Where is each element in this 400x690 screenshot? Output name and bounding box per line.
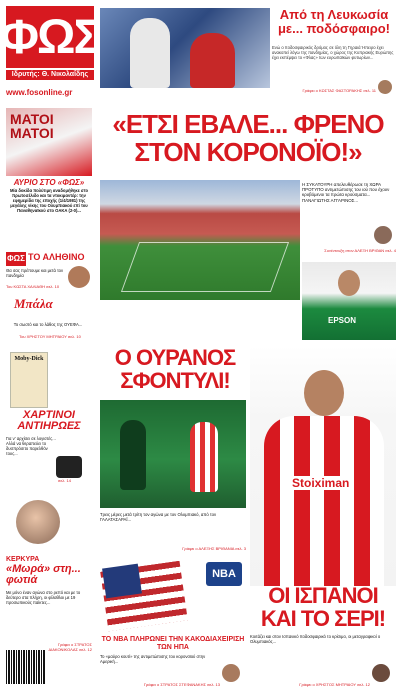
third-story-body: Κοιτάζει και στον Ισπανικό ποδοσφαιρικό το κρίσιμο, οι μεταγραφικοί ο Ολυμπιακός...	[250, 634, 381, 644]
xartinoi-image	[56, 456, 82, 478]
barcode	[6, 650, 46, 684]
fos-small-logo: ΦΩΣ	[6, 252, 26, 266]
website-link[interactable]: www.fosonline.gr	[6, 88, 73, 97]
top-story-body: Ενώ ο ποδοσφαιρικός δρόμος σε όλη τη Γηραιά Ήπειρο έχει ανακοπεί λόγω της πανδημίας, ο χώρος της Κυπριακής Ευρώπης έχει εκπέμψει το «Φλας» των ευρωπαϊκών φυτωρίων...	[272, 45, 394, 60]
matoi-photo	[6, 108, 92, 176]
main-story-author: Συνέντευξη στον ΑΛΕΞΗ ΒΡΙΘΑΝ σελ. 4	[324, 248, 396, 253]
olympiakos-player-photo	[250, 346, 396, 586]
mpala-author: Του ΧΡΗΣΤΟΥ ΜΗΤΡΑΙΟΥ σελ. 10	[19, 334, 81, 339]
stoiximan-sponsor: Stoiximan	[292, 476, 350, 490]
nba-headline: ΤΟ NBA ΠΛΗΡΩΝΕΙ ΤΗΝ ΚΑΚΟΔΙΑΧΕΙΡΙΣΗ ΤΩΝ ΗΠΑ	[101, 636, 245, 651]
top-story-author: Γράφει ο ΚΩΣΤΑΣ ΦΑΣΤΟΡΑΚΗΣ σελ. 11	[302, 88, 376, 93]
moby-dick-label: Moby-Dick	[14, 356, 44, 362]
xartinoi-text: Για ν' αρχίσει σε λογιστές... Αλλά να θεραπεύει το δυσπρόσιτο παρελθόν τους...	[6, 436, 56, 456]
kerkyra-text: Με μόνο έναν αγώνα στο ρεπό και με το δεύτερο στα πλήρη, οι φίλαθλοι με 19 προσωπικούς παίκτες...	[6, 590, 81, 605]
nba-logo: NBA	[206, 562, 242, 586]
kerkyra-headline: «Μωρά» στη... φωτιά	[6, 563, 81, 586]
third-story-author-avatar	[372, 664, 390, 682]
match-photo	[100, 400, 246, 508]
nba-body: Το «μαύρο κουτί» της αντιμετώπισης του κορονοϊού στην Αμερική...	[100, 654, 206, 664]
mpala-column-logo: Μπάλα	[14, 296, 53, 311]
second-headline: Ο ΟΥΡΑΝΟΣ ΣΦΟΝΤΥΛΙ!	[114, 345, 236, 393]
avrio-text: Μία δοκίδα πολύτιμη αναδομήθηκε στο πρωτοσέλιδο και τα ντοκιμαντέρ: την εφημερίδα της εποχής (1/4/1981) της μεγάλης νίκης του Ολυμπιακού επί του Παναθηναϊκού στο ΟΑΚΑ (2-0)...	[9, 188, 89, 213]
top-story-photo	[100, 8, 270, 88]
mpala-text: Το σωστό και το λάθος της ΟΥΕΦΑ...	[13, 322, 83, 327]
column-title-alithino: ΤΟ ΑΛΗΘΙΝΟ	[28, 252, 85, 262]
third-story-author: Γράφει ο ΧΡΗΣΤΟΣ ΜΗΤΡΑΙΟΥ σελ. 12	[299, 682, 370, 687]
player-green-photo	[302, 262, 396, 340]
alithino-author: Του ΚΩΣΤΑ ΧΑΛΙΑΘΗ σελ. 10	[6, 284, 60, 289]
main-story-author-avatar	[374, 226, 392, 244]
kerkyra-label: ΚΕΡΚΥΡΑ	[6, 556, 40, 563]
kerkyra-author: Γράφει ο ΣΤΡΑΤΟΣ ΔΙΑΚΟΝΙΚΟΛΑΣ σελ. 12	[48, 642, 92, 652]
matoi-tag: ΜΑΤΟΙ ΜΑΤΟΙ	[10, 111, 54, 141]
nba-author: Γράφει ο ΣΤΡΑΤΟΣ ΣΤΕΦΑΝΑΚΗΣ σελ. 13	[143, 682, 220, 687]
xartinoi-headline: ΧΑΡΤΙΝΟΙ ΑΝΤΙΗΡΩΕΣ	[17, 409, 81, 432]
xartinoi-page: σελ. 14	[58, 478, 71, 483]
top-story-headline: Από τη Λευκωσία με... ποδόσφαιρο!	[277, 7, 391, 36]
alithino-text: Θα σας πρέπουμε και μετά τον πανδημία	[6, 268, 64, 278]
main-headline: «ΕΤΣΙ ΕΒΑΛΕ... ΦΡΕΝΟ ΣΤΟΝ ΚΟΡΟΝΟΪΟ!»	[112, 109, 384, 167]
founder-line: Ιδρυτής: Θ. Νικολαΐδης	[6, 70, 94, 80]
avrio-label: ΑΥΡΙΟ ΣΤΟ «ΦΩΣ»	[13, 178, 85, 187]
kerkyra-portrait	[16, 500, 60, 544]
masthead-logo: ΦΩΣ	[6, 6, 94, 68]
main-story-body: Η ΣΥΚΑΤΟΥΡΗ απελευθέρωσε τη ΧΩΡΑ ΠΡΟΤΥΠΟ αντιμετώπισης του ιού που έχουν κρυβόμενοι τα πρώτα κρούσματα... ΠΑΝΑΓΙΩΤΗΣ ΑΓΓΑΡΙΝΟΣ...	[302, 182, 390, 203]
second-story-author: Γράφει ο ΑΛΕΞΗΣ ΒΡΙΘΑΝΙΑ σελ. 3	[182, 546, 246, 551]
epson-sponsor: EPSON	[328, 316, 357, 325]
third-headline: ΟΙ ΙΣΠΑΝΟΙ ΚΑΙ ΤΟ ΣΕΡΙ!	[260, 583, 386, 631]
nba-author-avatar	[222, 664, 240, 682]
second-story-body: Τρεις μέρες μετά τρίτη τον αγώνα με τον Ολυμπιακό, από τον ΓΑΛΑΤΑΣΑΡΑΪ...	[100, 512, 217, 522]
stadium-photo	[100, 180, 300, 300]
top-story-author-avatar	[378, 80, 392, 94]
